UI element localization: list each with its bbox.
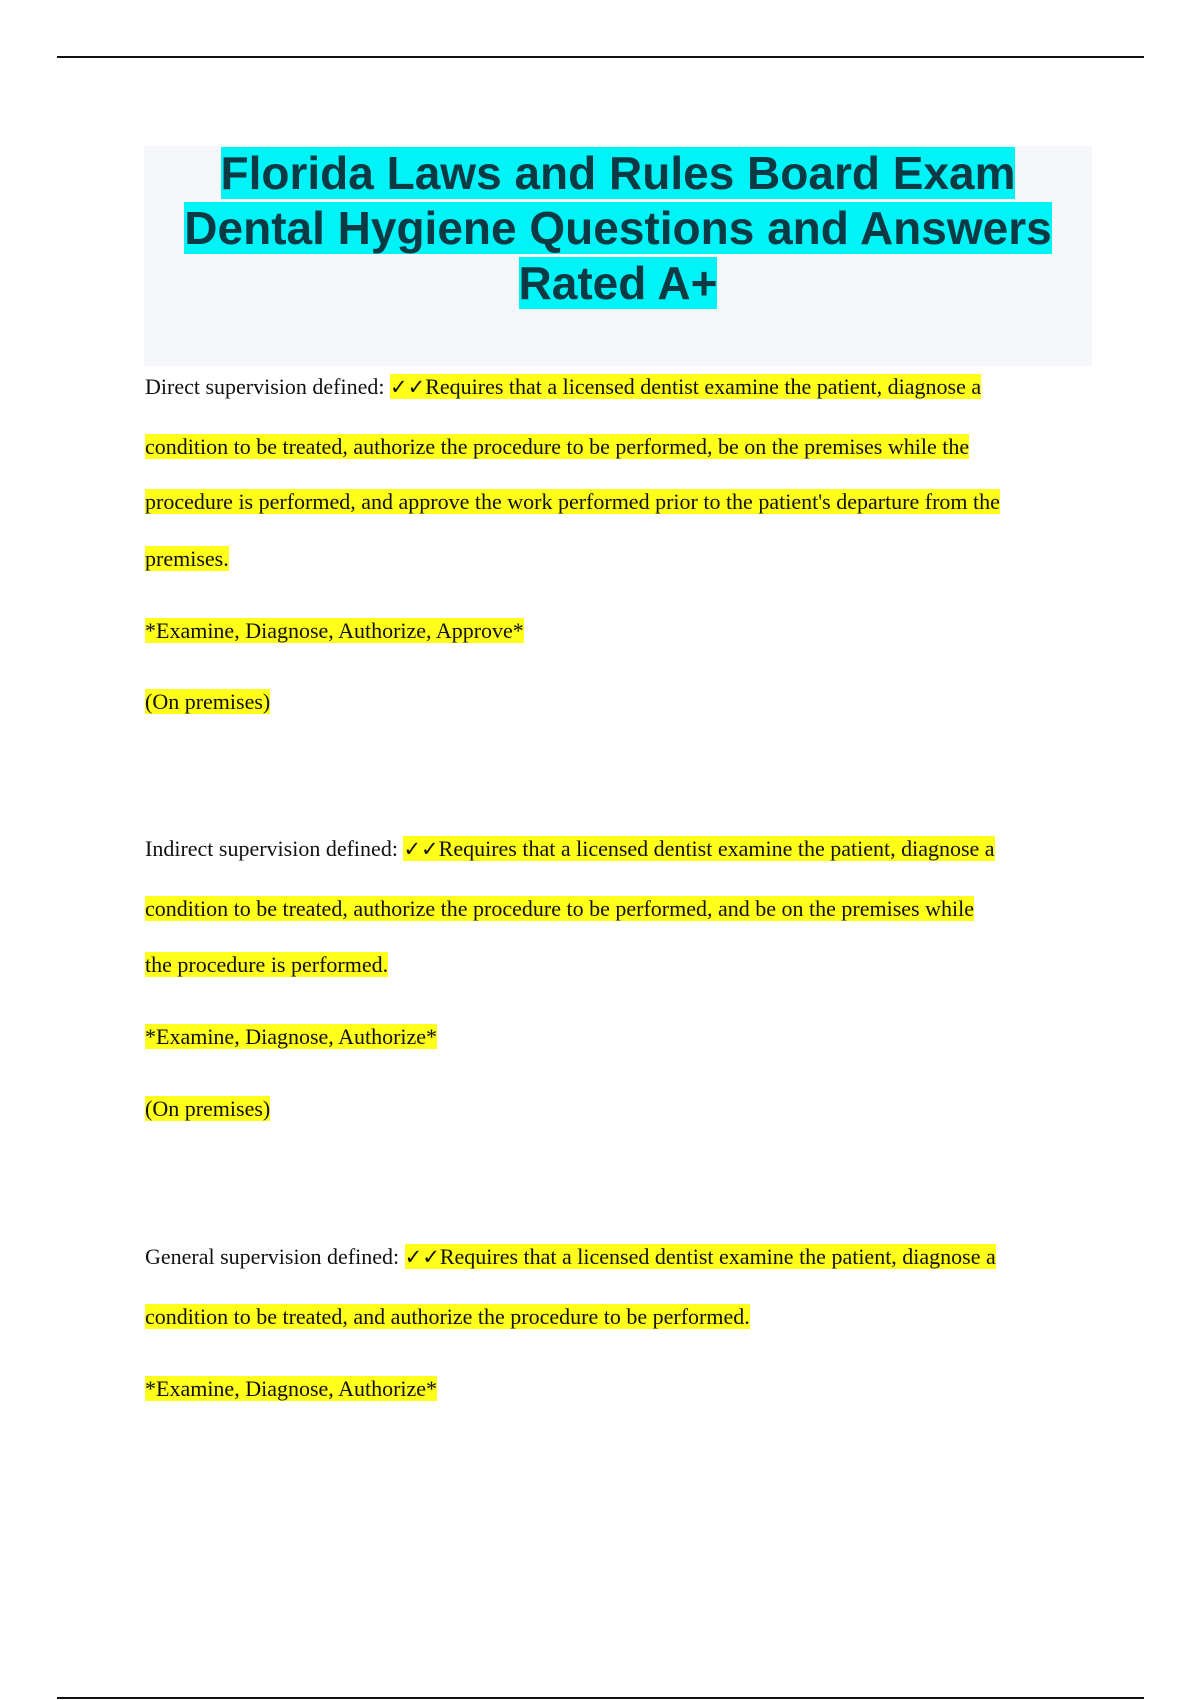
answer-line: procedure is performed, and approve the work performed prior to the patient's departure from the	[145, 489, 1000, 514]
indirect-supervision-question	[145, 836, 995, 862]
summary-text: *Examine, Diagnose, Authorize, Approve*	[145, 618, 524, 643]
indirect-answer-line-2	[145, 896, 974, 922]
note-text: (On premises)	[145, 689, 271, 714]
direct-summary	[145, 618, 524, 644]
answer-line: Requires that a licensed dentist examine the patient, diagnose a	[439, 1244, 996, 1269]
double-check-icon: ✓✓	[403, 837, 439, 861]
answer-line: premises.	[145, 546, 229, 571]
answer-line: the procedure is performed.	[145, 952, 389, 977]
document-title	[144, 146, 1092, 311]
summary-text: *Examine, Diagnose, Authorize*	[145, 1376, 438, 1401]
answer-highlight	[403, 836, 994, 861]
general-supervision-question	[145, 1244, 996, 1270]
direct-note	[145, 689, 270, 715]
general-summary	[145, 1376, 437, 1402]
title-line-2: Dental Hygiene Questions and Answers	[184, 202, 1052, 254]
answer-highlight	[405, 1244, 996, 1269]
direct-answer-line-2	[145, 434, 969, 460]
answer-highlight	[390, 374, 981, 399]
title-line-3: Rated A+	[518, 257, 718, 309]
direct-supervision-question	[145, 374, 981, 400]
answer-line: condition to be treated, authorize the procedure to be performed, and be on the premises while	[145, 896, 974, 921]
direct-answer-line-4	[145, 546, 229, 572]
top-rule	[57, 56, 1144, 58]
general-answer-line-2	[145, 1304, 750, 1330]
term-label: General supervision defined:	[145, 1244, 400, 1269]
indirect-summary	[145, 1024, 437, 1050]
answer-line: Requires that a licensed dentist examine the patient, diagnose a	[438, 836, 995, 861]
indirect-answer-line-3	[145, 952, 388, 978]
note-text: (On premises)	[145, 1096, 271, 1121]
indirect-note	[145, 1096, 270, 1122]
term-label: Indirect supervision defined:	[145, 836, 398, 861]
bottom-rule	[57, 1697, 1144, 1699]
answer-line: condition to be treated, authorize the procedure to be performed, be on the premises while the	[145, 434, 970, 459]
title-line-1: Florida Laws and Rules Board Exam	[220, 147, 1016, 199]
summary-text: *Examine, Diagnose, Authorize*	[145, 1024, 438, 1049]
term-label: Direct supervision defined:	[145, 374, 385, 399]
double-check-icon: ✓✓	[390, 375, 426, 399]
answer-line: condition to be treated, and authorize the procedure to be performed.	[145, 1304, 750, 1329]
direct-answer-line-3	[145, 489, 1000, 515]
answer-line: Requires that a licensed dentist examine the patient, diagnose a	[425, 374, 982, 399]
double-check-icon: ✓✓	[404, 1245, 440, 1269]
